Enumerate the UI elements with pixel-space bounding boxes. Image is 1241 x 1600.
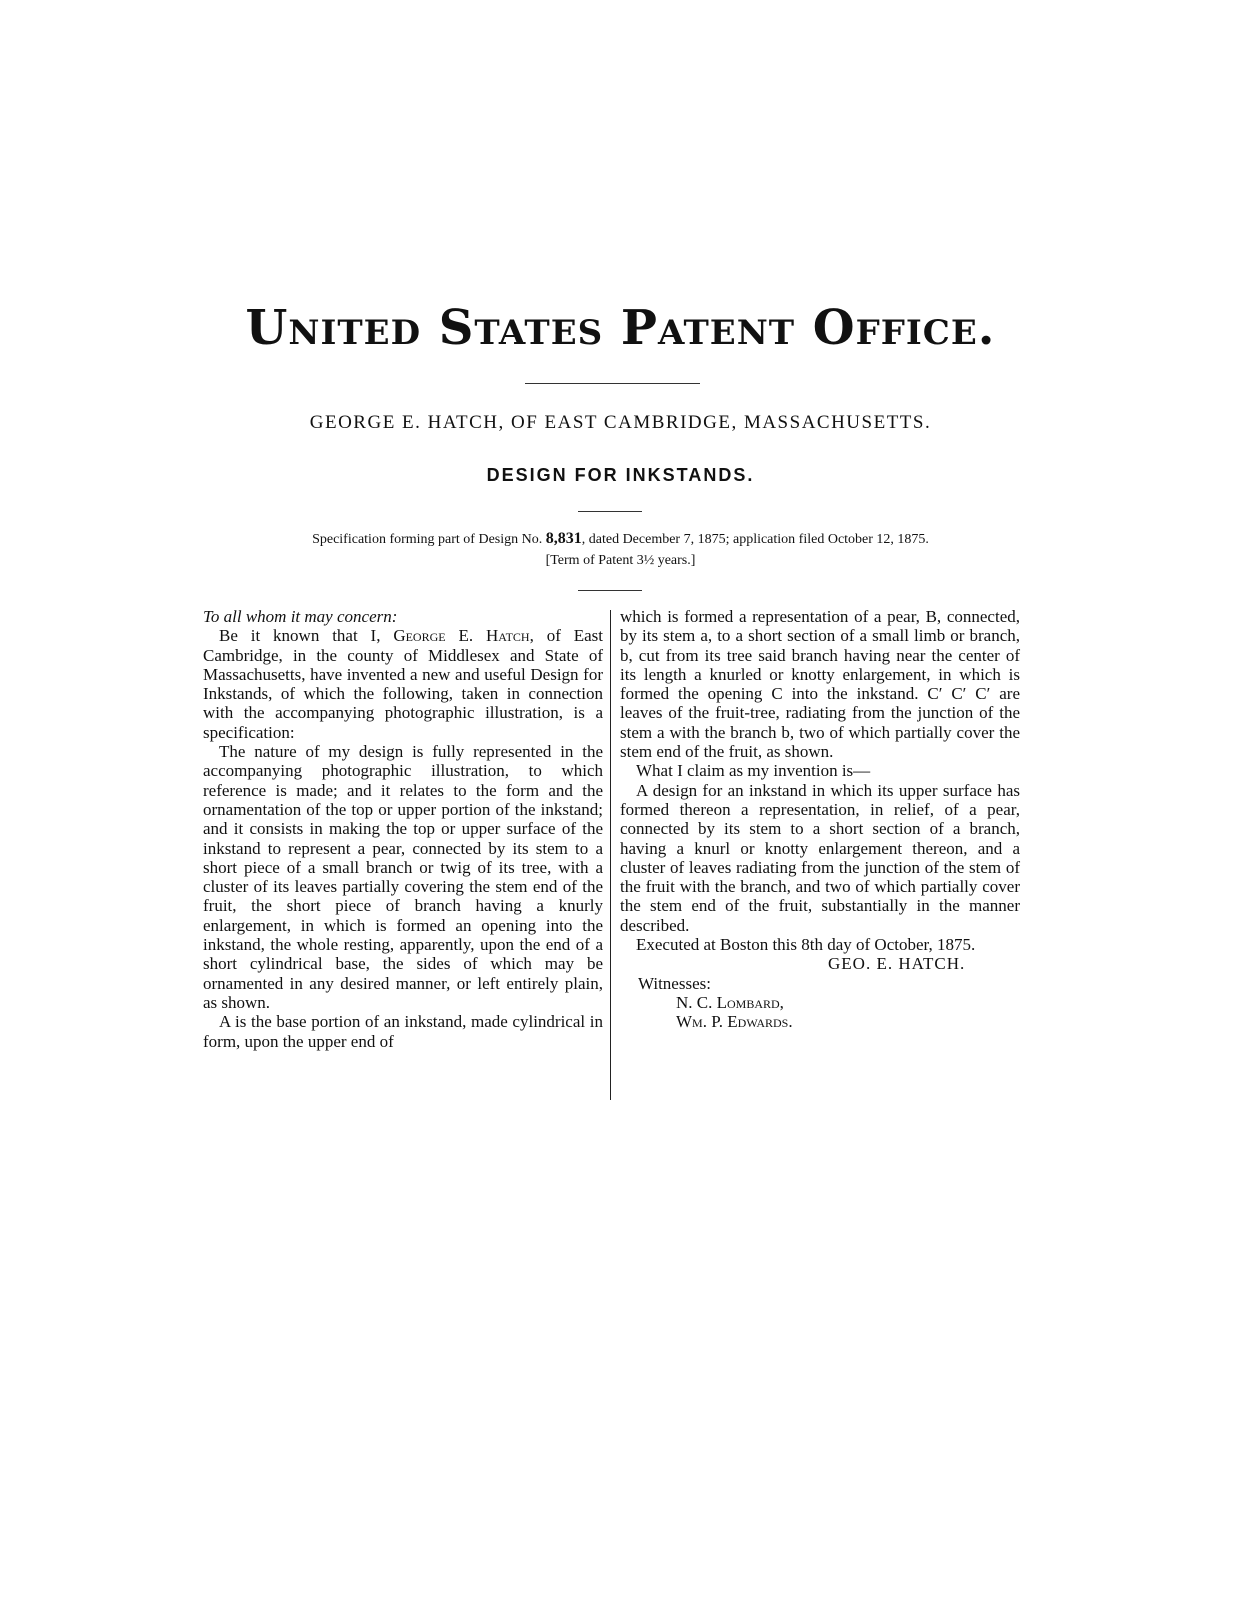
claim-text: A design for an inkstand in which its upper surface has formed thereon a representation, in relief, of a pear, connected by its stem to a short section of a branch, having a knurl or knotty enlargement thereon, and a cluster of leaves radiating from the junction of the stem of the fruit with the branch, and two of which partially cover the stem end of the fruit, substantially in the manner described.: [620, 780, 1020, 935]
right-column: [620, 607, 1020, 1032]
claim-intro: What I claim as my invention is—: [636, 761, 871, 781]
design-title: DESIGN FOR INKSTANDS.: [486, 465, 755, 485]
spec-suffix: , dated December 7, 1875; application filed October 12, 1875.: [581, 532, 929, 547]
spec-prefix: Specification forming part of Design No.: [312, 532, 546, 547]
term-line: [Term of Patent 3½ years.]: [545, 553, 696, 568]
salutation: To all whom it may concern:: [203, 607, 398, 626]
description-paragraph-start: A is the base portion of an inkstand, made cylindrical in form, upon the upper end of: [203, 1012, 603, 1051]
nature-paragraph: The nature of my design is fully represented in the accompanying photographic illustration, to which reference is made; and it relates to the form and the ornamentation of the top or upper portion of the inkstand; and it consists in making the top or upper surface of the inkstand to represent a pear, connected by its stem to a short piece of a small branch or twig of its tree, with a cluster of its leaves partially covering the stem end of the fruit, the short piece of branch having a knurly enlargement, in which is formed an opening into the inkstand, the whole resting, apparently, upon the end of a short cylindrical base, the sides of which may be ornamented in any desired manner, or left entirely plain, as shown.: [203, 742, 603, 1012]
description-paragraph-end: which is formed a representation of a pear, B, connected, by its stem a, to a short section of a small limb or branch, b, cut from its tree said branch having near the center of its length a knurled or knotty enlargement, in which is formed the opening C into the inkstand. C′ C′ C′ are leaves of the fruit-tree, radiating from the junction of the stem a with the branch b, two of which partially cover the stem end of the fruit, as shown.: [620, 607, 1020, 762]
office-title: United States Patent Office.: [245, 300, 996, 356]
column-divider: [610, 610, 611, 1100]
term-rule: [578, 590, 642, 591]
inventor-line: GEORGE E. HATCH, OF EAST CAMBRIDGE, MASSACHUSETTS.: [309, 412, 932, 433]
intro-paragraph: Be it known that I, George E. Hatch, of East Cambridge, in the county of Middlesex and State of Massachusetts, have invented a new and useful Design for Inkstands, of which the following, taken in connection with the accompanying photographic illustration, is a specification:: [203, 626, 603, 742]
signature: GEO. E. HATCH.: [828, 954, 966, 974]
title-rule: [525, 383, 700, 384]
specification-line: [0, 530, 1241, 548]
execution-line: Executed at Boston this 8th day of October, 1875.: [636, 935, 976, 955]
design-rule: [578, 511, 642, 512]
left-column: [203, 607, 603, 1051]
inventor-name: George E. Hatch: [393, 626, 530, 646]
design-number: 8,831: [545, 530, 582, 547]
witness-2: Wm. P. Edwards.: [676, 1012, 793, 1032]
witnesses-label: Witnesses:: [638, 973, 711, 993]
witness-1: N. C. Lombard,: [676, 992, 784, 1012]
